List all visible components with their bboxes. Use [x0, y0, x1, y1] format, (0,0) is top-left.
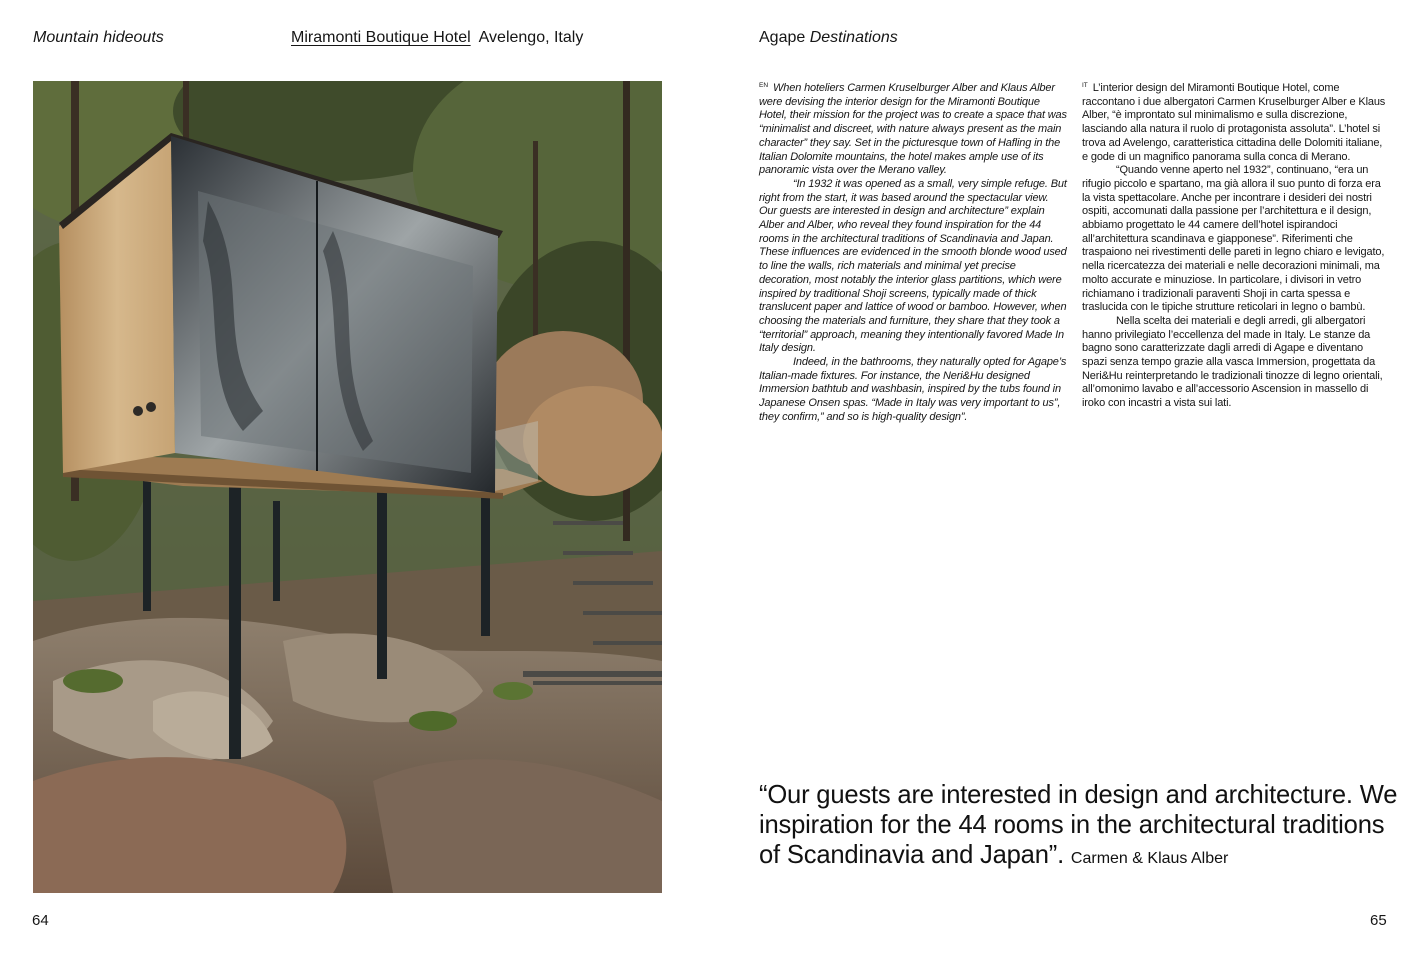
article-paragraph: Indeed, in the bathrooms, they naturally opted for Agape’s Italian-made fixtures. For instance, the Neri&Hu designed Immersion bathtub and washbasin, inspired by the tubs found in Japanese Onsen spas. “Made in Italy was very important to us”, they confirm,” and so is high-quality design”.	[759, 356, 1067, 423]
brand-section: Destinations	[809, 29, 898, 46]
article-column-italian	[1082, 79, 1390, 411]
article-paragraph: Nella scelta dei materiali e degli arredi, gli albergatori hanno privilegiato l’eccellenza del made in Italy. Le stanze da bagno sono caratterizzate dagli arredi di Agape e diventano spazi senza tempo grazie alla vasca Immersion, progettata da Neri&Hu reinterpretando le tradizionali tinozze di legno orientali, all’omonimo lavabo e all’accessorio Ascension in massello di iroko con incastri a vista sui lati.	[1082, 314, 1383, 410]
pull-quote	[759, 780, 1399, 874]
hotel-heading	[291, 28, 583, 48]
section-title: Mountain hideouts	[33, 29, 164, 46]
article-column-english	[759, 79, 1067, 425]
article-paragraph: “Quando venne aperto nel 1932”, continuano, “era un rifugio piccolo e spartano, ma già allora il suo punto di forza era la vista spettacolare. Anche per incontrare i desideri dei nostri ospiti, accomunati dalla passione per l’architettura e il design, abbiamo progettato le 44 camere dell’hotel ispirandoci all’architettura scandinava e giapponese”. Riferimenti che traspaiono nei rivestimenti delle pareti in legno chiaro e levigato, nella ricercatezza dei materiali e nelle decorazioni minimali, ma molto accurate e minuziose. In particolare, i divisori in vetro richiamano i tradizionali paraventi Shoji in carta spessa e traslucida con le tipiche strutture reticolari in legno o bambù.	[1082, 164, 1385, 314]
brand-name: Agape	[759, 29, 806, 46]
page-number-right: 65	[1370, 912, 1387, 929]
hotel-cabin-photo	[33, 81, 662, 893]
brand-heading	[759, 28, 898, 48]
language-label-en: EN	[759, 82, 769, 89]
article-paragraph: $^{IT}$ L’interior design del Miramonti Boutique Hotel, come raccontano i due albergatori Carmen Kruselburger Alber e Klaus Alber, “è improntato sul minimalismo e sulla discrezione, lasciando alla natura il ruolo di protagonista assoluta”. L’hotel si trova ad Avelengo, caratteristica cittadina delle Dolomiti italiane, e gode di un magnifico panorama sulla conca di Merano.	[1082, 82, 1386, 163]
pull-quote-author: Carmen & Klaus Alber	[1070, 850, 1229, 867]
pull-quote-text: “Our guests are interested in design and architecture. We inspiration for the 44 rooms in the architectural traditions of Scandinavia and Japan”.	[759, 781, 1398, 869]
language-label-it: IT	[1082, 82, 1088, 89]
article-paragraph: $^{EN}$ When hoteliers Carmen Kruselburger Alber and Klaus Alber were devising the interior design for the Miramonti Boutique Hotel, their mission for the project was to create a space that was “minimalist and discreet, with nature always present as the main character” they say. Set in the picturesque town of Hafling in the Italian Dolomite mountains, the hotel makes ample use of its panoramic vista over the Merano valley.	[759, 82, 1067, 177]
hotel-name-link[interactable]: Miramonti Boutique Hotel	[291, 29, 471, 46]
page-number-left: 64	[32, 912, 49, 929]
hotel-location: Avelengo, Italy	[478, 29, 584, 46]
article-paragraph: “In 1932 it was opened as a small, very simple refuge. But right from the start, it was based around the spectacular view. Our guests are interested in design and architecture” explain Alber and Alber, who reveal they found inspiration for the 44 rooms in the architectural traditions of Scandinavia and Japan. These influences are evidenced in the smooth blonde wood used to line the walls, rich materials and minimal yet precise decoration, most notably the interior glass partitions, which were inspired by traditional Shoji screens, typically made of thick translucent paper and lattice of wood or bamboo. However, when choosing the materials and furniture, they share that they took a “territorial” approach, meaning they intentionally favored Made In Italy design.	[759, 177, 1067, 355]
